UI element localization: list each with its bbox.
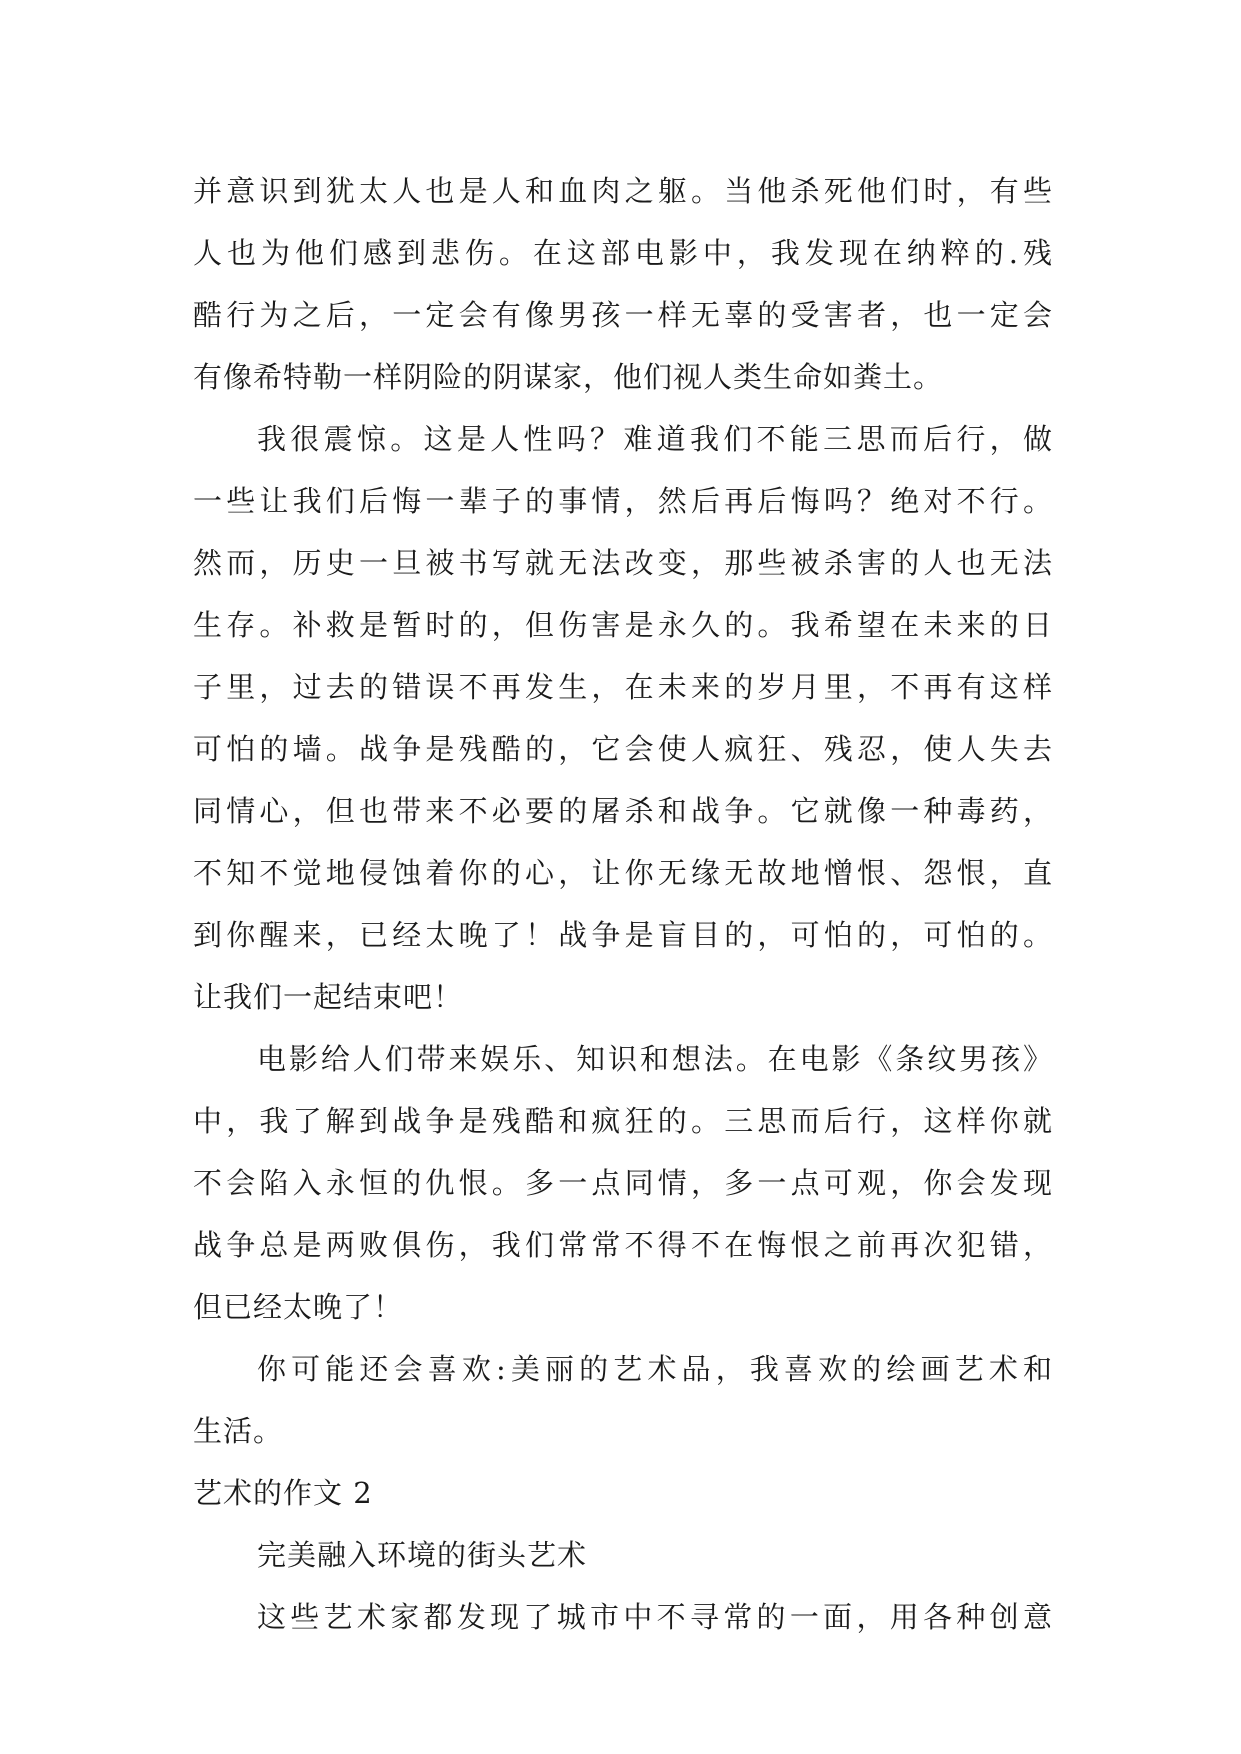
paragraph-2-line-8: 不知不觉地侵蚀着你的心，让你无缘无故地憎恨、怨恨，直 bbox=[193, 856, 1053, 890]
paragraph-2-line-10: 让我们一起结束吧！ bbox=[193, 980, 464, 1014]
paragraph-2-line-3: 然而，历史一旦被书写就无法改变，那些被杀害的人也无法 bbox=[193, 546, 1053, 580]
paragraph-1-line-1: 并意识到犹太人也是人和血肉之躯。当他杀死他们时，有些 bbox=[193, 174, 1053, 208]
document-body bbox=[193, 160, 1053, 1648]
paragraph-2-line-6: 可怕的墙。战争是残酷的，它会使人疯狂、残忍，使人失去 bbox=[193, 732, 1053, 766]
final-paragraph-line-1: 这些艺术家都发现了城市中不寻常的一面，用各种创意 bbox=[257, 1600, 1053, 1634]
paragraph-3-line-3: 不会陷入永恒的仇恨。多一点同情，多一点可观，你会发现 bbox=[193, 1166, 1053, 1200]
paragraph-1-line-2: 人也为他们感到悲伤。在这部电影中，我发现在纳粹的.残 bbox=[193, 236, 1053, 270]
article-subtitle: 完美融入环境的街头艺术 bbox=[257, 1538, 588, 1572]
section-heading: 艺术的作文 2 bbox=[193, 1476, 373, 1510]
paragraph-2-line-4: 生存。补救是暂时的，但伤害是永久的。我希望在未来的日 bbox=[193, 608, 1053, 642]
paragraph-4-line-2: 生活。 bbox=[193, 1414, 284, 1448]
paragraph-3-line-5: 但已经太晚了！ bbox=[193, 1290, 404, 1324]
paragraph-4-line-1: 你可能还会喜欢:美丽的艺术品，我喜欢的绘画艺术和 bbox=[257, 1352, 1053, 1386]
paragraph-2-line-7: 同情心，但也带来不必要的屠杀和战争。它就像一种毒药， bbox=[193, 794, 1053, 828]
paragraph-1-line-4: 有像希特勒一样阴险的阴谋家，他们视人类生命如粪土。 bbox=[193, 360, 944, 394]
paragraph-2-line-9: 到你醒来，已经太晚了！战争是盲目的，可怕的，可怕的。 bbox=[193, 918, 1053, 952]
paragraph-2-line-1: 我很震惊。这是人性吗？难道我们不能三思而后行，做 bbox=[257, 422, 1053, 456]
paragraph-3-line-2: 中，我了解到战争是残酷和疯狂的。三思而后行，这样你就 bbox=[193, 1104, 1053, 1138]
paragraph-2-line-5: 子里，过去的错误不再发生，在未来的岁月里，不再有这样 bbox=[193, 670, 1053, 704]
paragraph-2-line-2: 一些让我们后悔一辈子的事情，然后再后悔吗？绝对不行。 bbox=[193, 484, 1053, 518]
paragraph-3-line-1: 电影给人们带来娱乐、知识和想法。在电影《条纹男孩》 bbox=[257, 1042, 1053, 1076]
paragraph-1-line-3: 酷行为之后，一定会有像男孩一样无辜的受害者，也一定会 bbox=[193, 298, 1053, 332]
paragraph-3-line-4: 战争总是两败俱伤，我们常常不得不在悔恨之前再次犯错， bbox=[193, 1228, 1053, 1262]
